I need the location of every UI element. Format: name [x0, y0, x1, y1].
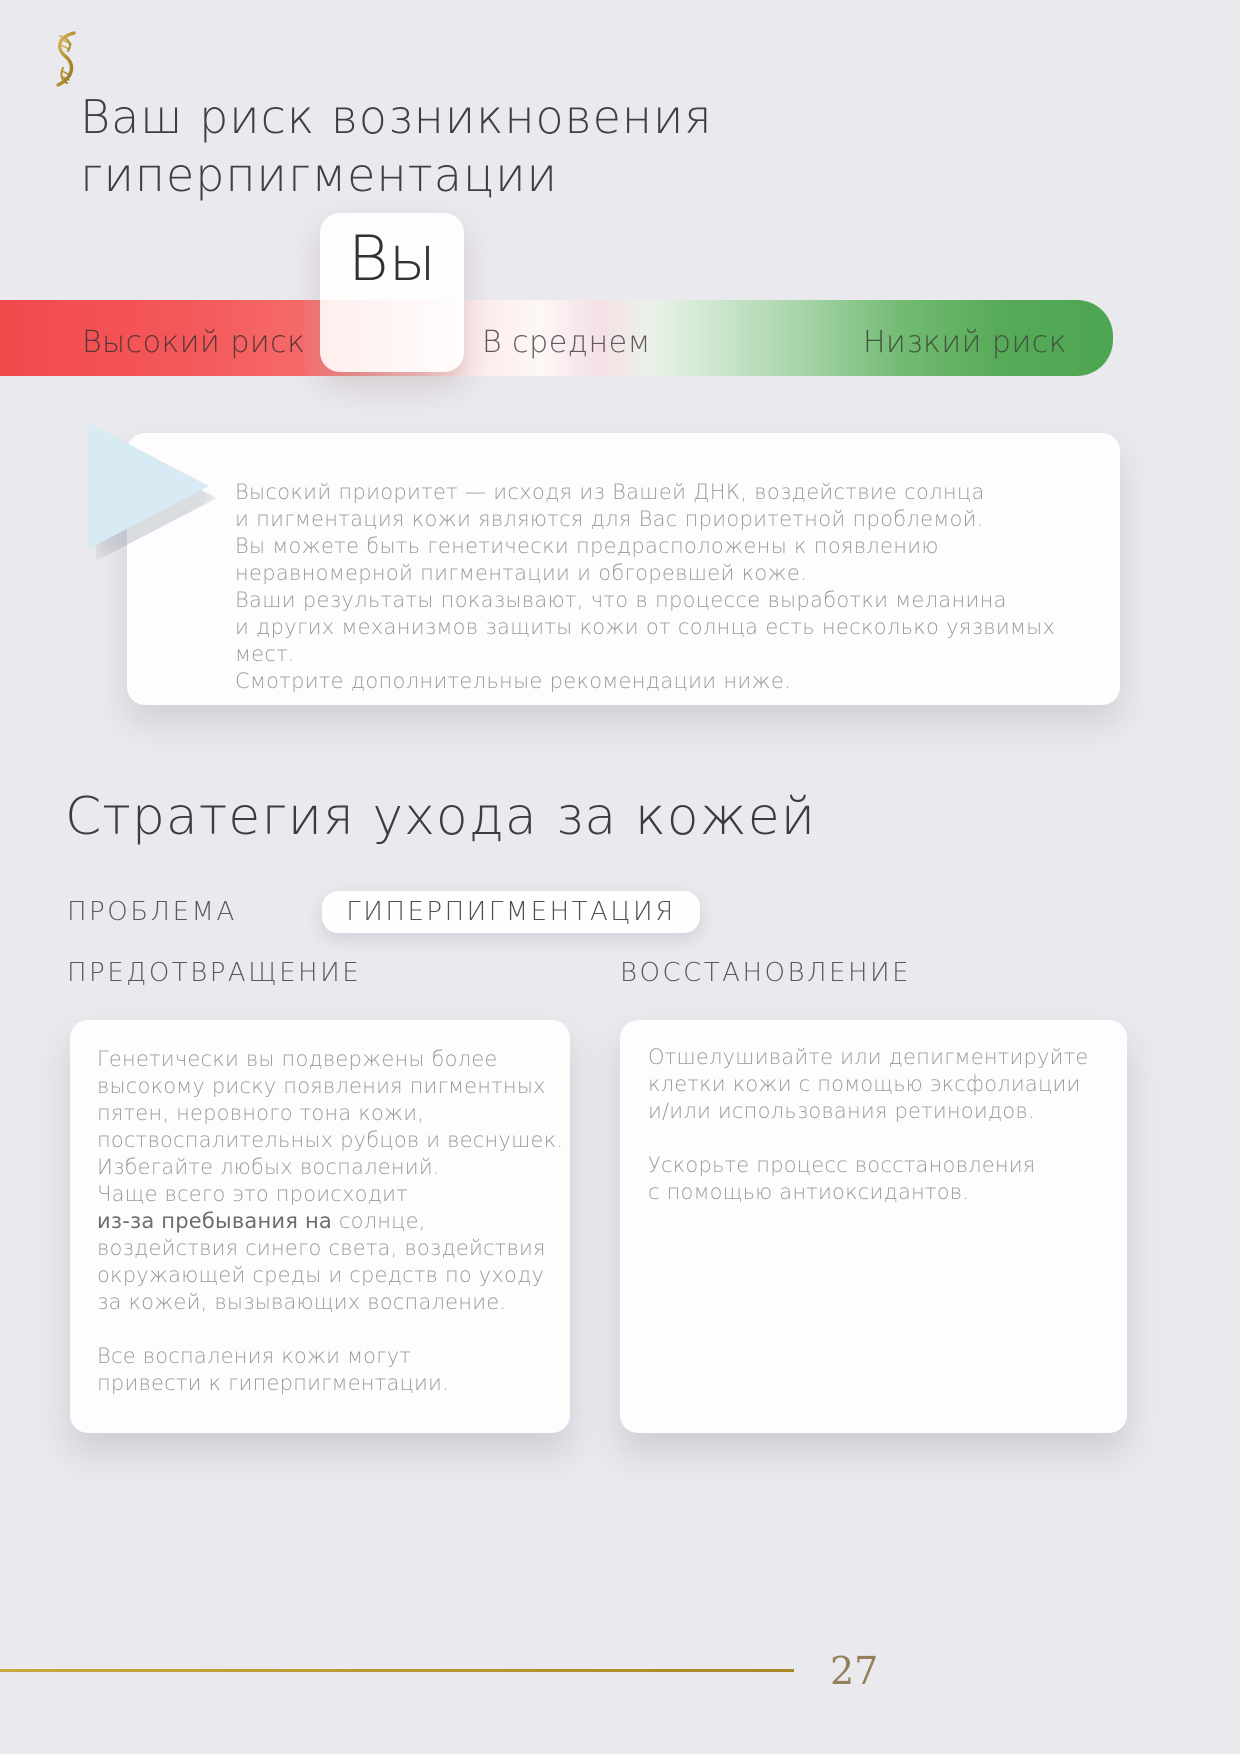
risk-label-high: Высокий риск	[82, 325, 306, 360]
prevention-line: Чаще всего это происходит	[97, 1182, 408, 1206]
problem-label: ПРОБЛЕМА	[67, 897, 237, 927]
prevention-line: окружающей среды и средств по уходу	[97, 1263, 545, 1287]
restoration-line: клетки кожи с помощью эксфолиации	[648, 1072, 1081, 1096]
note-line: Высокий приоритет — исходя из Вашей ДНК, воздействие солнца	[235, 480, 985, 504]
problem-value-badge	[322, 891, 700, 933]
restoration-line: и/или использования ретиноидов.	[648, 1099, 1035, 1123]
prevention-em-text: из-за пребывания на	[97, 1209, 332, 1233]
restoration-line	[648, 1125, 1089, 1152]
note-line: Ваши результаты показывают, что в процессе выработки меланина	[235, 588, 1007, 612]
restoration-line: Отшелушивайте или депигментируйте	[648, 1045, 1089, 1069]
page-title	[80, 88, 713, 204]
priority-note-card	[127, 433, 1120, 705]
restoration-line: с помощью антиоксидантов.	[648, 1180, 970, 1204]
prevention-line: поствоспалительных рубцов и веснушек.	[97, 1128, 564, 1152]
prevention-line: Избегайте любых воспалений.	[97, 1155, 440, 1179]
prevention-em-rest: солнце,	[331, 1209, 426, 1233]
prevention-line: за кожей, вызывающих воспаление.	[97, 1290, 507, 1314]
prevention-line: воздействия синего света, воздействия	[97, 1236, 546, 1260]
restoration-card-text	[648, 1044, 1089, 1206]
footer-gold-line	[0, 1669, 794, 1672]
problem-value-text: ГИПЕРПИГМЕНТАЦИЯ	[346, 897, 676, 927]
prevention-line: пятен, неровного тона кожи,	[97, 1101, 425, 1125]
restoration-line: Ускорьте процесс восстановления	[648, 1153, 1036, 1177]
strategy-heading: Стратегия ухода за кожей	[65, 787, 816, 847]
prevention-card	[70, 1020, 570, 1433]
your-position-marker	[320, 213, 464, 372]
prevention-line: Все воспаления кожи могут	[97, 1344, 412, 1368]
note-line: и других механизмов защиты кожи от солнца есть несколько уязвимых мест.	[235, 615, 1056, 666]
page-title-line2: гиперпигментации	[80, 148, 558, 202]
prevention-line: привести к гиперпигментации.	[97, 1371, 449, 1395]
prevention-line-emphasized	[97, 1208, 563, 1235]
page-number: 27	[830, 1649, 879, 1693]
note-line: и пигментация кожи являются для Вас приоритетной проблемой.	[235, 507, 984, 531]
note-line: Вы можете быть генетически предрасположены к появлению	[235, 534, 939, 558]
prevention-line: Генетически вы подвержены более	[97, 1047, 498, 1071]
note-line: Смотрите дополнительные рекомендации ниже.	[235, 669, 792, 693]
dna-logo-icon	[50, 30, 82, 90]
restoration-column-label: ВОССТАНОВЛЕНИЕ	[620, 958, 912, 988]
risk-label-low: Низкий риск	[863, 325, 1068, 360]
page-title-line1: Ваш риск возникновения	[80, 90, 713, 144]
your-position-label: Вы	[347, 222, 437, 295]
prevention-line: высокому риску появления пигментных	[97, 1074, 546, 1098]
prevention-column-label: ПРЕДОТВРАЩЕНИЕ	[67, 958, 362, 988]
priority-note-text	[235, 479, 1120, 695]
restoration-card	[620, 1020, 1127, 1433]
note-line: неравномерной пигментации и обгоревшей коже.	[235, 561, 808, 585]
prevention-card-text	[97, 1046, 563, 1397]
prevention-line	[97, 1316, 563, 1343]
risk-label-medium: В среднем	[482, 325, 651, 360]
